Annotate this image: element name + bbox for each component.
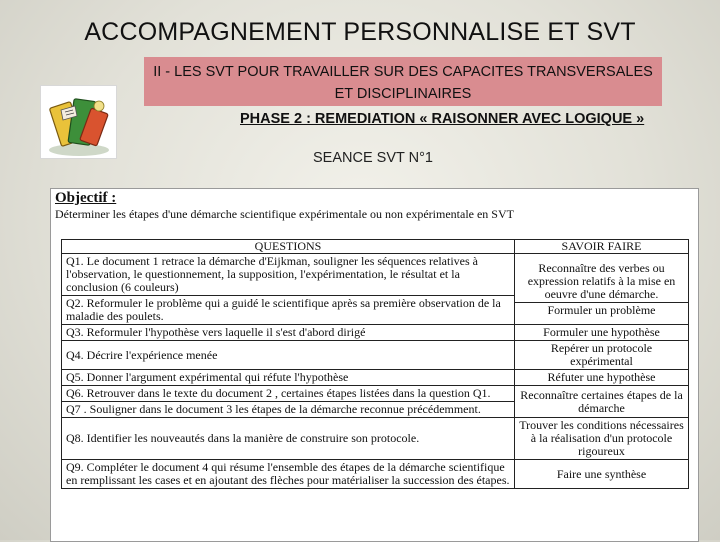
questions-table xyxy=(61,239,689,489)
question-q4: Q4. Décrire l'expérience menée xyxy=(62,341,515,370)
header-savoir-faire: SAVOIR FAIRE xyxy=(515,240,689,254)
question-q9: Q9. Compléter le document 4 qui résume l'ensemble des étapes de la démarche scientifique en remplissant les cases et en ajoutant des flèches pour matérialiser la succession des étapes. xyxy=(62,460,515,489)
header-questions: QUESTIONS xyxy=(62,240,515,254)
savoir-faire-cell: Réfuter une hypothèse xyxy=(515,370,689,386)
table-row xyxy=(62,370,689,386)
savoir-faire-cell: Repérer un protocole expérimental xyxy=(515,341,689,370)
savoir-faire-cell: Trouver les conditions nécessaires à la réalisation d'un protocole rigoureux xyxy=(515,418,689,460)
objectif-title: Objectif : xyxy=(55,190,117,206)
question-cell xyxy=(62,254,515,325)
savoir-faire-1: Reconnaître des verbes ou expression relatifs à la mise en oeuvre d'une démarche. xyxy=(527,260,676,301)
question-cell xyxy=(62,386,515,418)
table-header-row xyxy=(62,240,689,254)
section-banner xyxy=(144,57,662,106)
seance-label: SEANCE SVT N°1 xyxy=(313,150,433,166)
question-q1: Q1. Le document 1 retrace la démarche d'Eijkman, souligner les séquences relatives à l'observation, le questionnement, la supposition, l'expérimentation, le résultat et la conclusion (6 couleurs) xyxy=(66,254,478,294)
books-clipart-icon xyxy=(40,85,117,159)
question-q2: Q2. Reformuler le problème qui a guidé le scientifique après sa première observation de la maladie des poulets. xyxy=(62,295,514,323)
table-row xyxy=(62,341,689,370)
worksheet-document xyxy=(50,188,699,542)
question-q7: Q7 . Souligner dans le document 3 les étapes de la démarche reconnue précédemment. xyxy=(62,401,514,416)
savoir-faire-cell: Formuler une hypothèse xyxy=(515,325,689,341)
slide-title: ACCOMPAGNEMENT PERSONNALISE ET SVT xyxy=(84,18,636,46)
table-row xyxy=(62,386,689,418)
savoir-faire-cell: Faire une synthèse xyxy=(515,460,689,489)
objectif-text: Déterminer les étapes d'une démarche scientifique expérimentale ou non expérimentale en SVT xyxy=(55,207,514,221)
table-row xyxy=(62,325,689,341)
question-q5: Q5. Donner l'argument expérimental qui réfute l'hypothèse xyxy=(62,370,515,386)
savoir-faire-cell xyxy=(515,254,689,325)
question-q6: Q6. Retrouver dans le texte du document 2 , certaines étapes listées dans la question Q1. xyxy=(66,386,491,400)
table-row xyxy=(62,254,689,325)
question-q3: Q3. Reformuler l'hypothèse vers laquelle il s'est d'abord dirigé xyxy=(62,325,515,341)
banner-line-2: ET DISCIPLINAIRES xyxy=(334,86,472,102)
savoir-faire-2: Formuler un problème xyxy=(515,302,688,317)
savoir-faire-cell: Reconnaître certaines étapes de la démarche xyxy=(515,386,689,418)
phase-heading: PHASE 2 : REMEDIATION « RAISONNER AVEC LOGIQUE » xyxy=(240,111,645,127)
table-row xyxy=(62,460,689,489)
banner-line-1: II - LES SVT POUR TRAVAILLER SUR DES CAPACITES TRANSVERSALES xyxy=(153,64,653,80)
question-q8: Q8. Identifier les nouveautés dans la manière de construire son protocole. xyxy=(62,418,515,460)
table-row xyxy=(62,418,689,460)
